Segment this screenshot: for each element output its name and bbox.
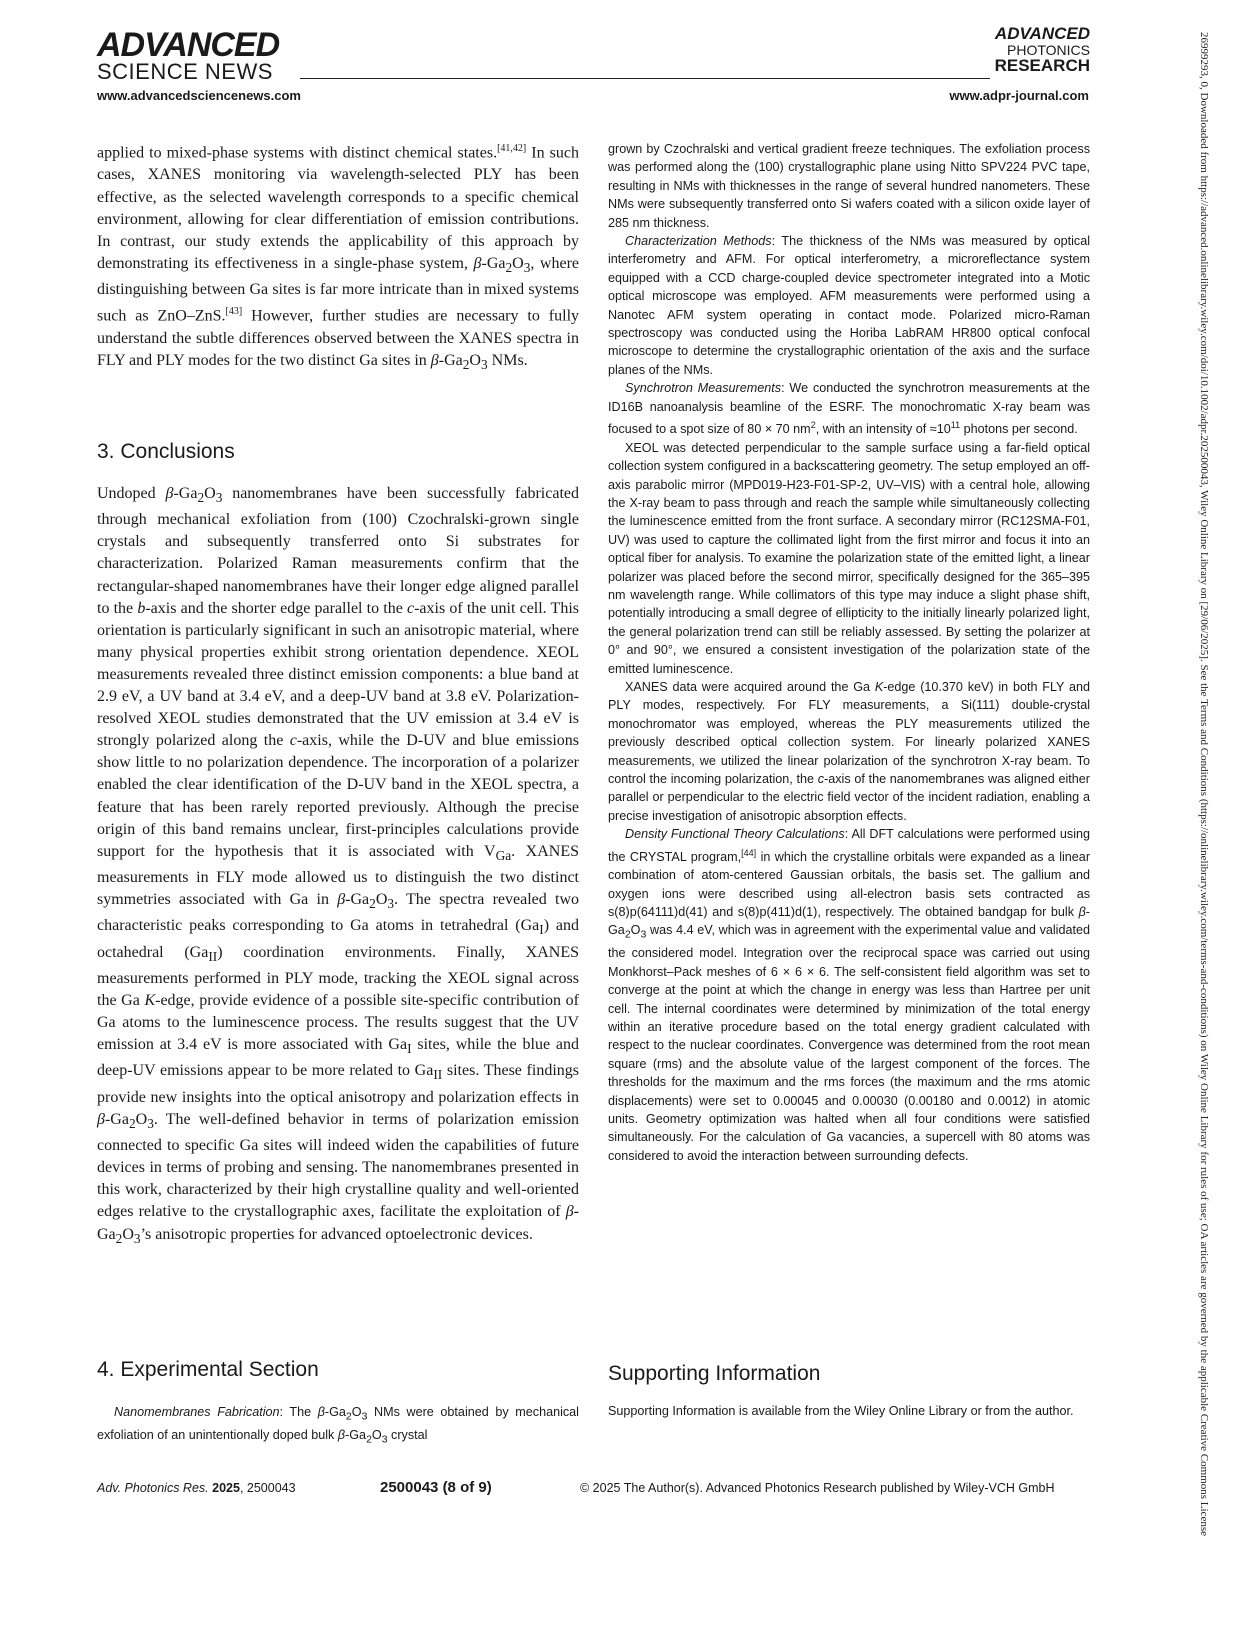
paragraph-discussion-end: applied to mixed-phase systems with distinct chemical states.[41,42] In such cases, XANES monitoring via wavelength-selected PLY has been effective, as the selected wavelength corresponds to a specific chemical environment, allowing for clear differentiation of emission contributions. In contrast, our study extends the applicability of this approach by demonstrating its effectiveness in a single-phase system, $\beta-Ga_2O_3$, where distinguishing between Ga sites is far more intricate than in mixed systems such as ZnO–ZnS.[43] However, further studies are necessary to fully understand the subtle differences observed between the XANES spectra in FLY and PLY modes for the two distinct Ga sites in $\beta-Ga_2O_3$ NMs. <box>97 143 580 372</box>
footer-year: 2025 <box>212 1481 240 1495</box>
footer-article: , 2500043 <box>239 1481 296 1495</box>
paragraph-dft: Density Functional Theory Calculations: All DFT calculations were performed using the CRYSTAL program,[44] in which the crystalline orbitals were expanded as a linear combination of atom-centered Gaussian orbitals, the basis set. The gallium and oxygen ions were described using all-electron basis sets contracted as s(8)p(64111)d(41) and s(8)p(411)d(1), respectively. The obtained bandgap for bulk $\beta-Ga_2O_3$ was 4.4 eV, which was in agreement with the experimental value and validated the considered model. Integration over the reciprocal space was carried out using Monkhorst–Pack meshes of 6 × 6 × 6. The self-consistent field algorithm was set to converge at the point at which the change in energy was less than Hartree per unit cell. The internal coordinates were determined by minimization of the total energy within an iterative procedure based on the total energy gradient calculated with respect to the nuclear coordinates. Convergence was determined from the root mean square (rms) and the absolute value of the largest component of the forces. The thresholds for the maximum and the rms forces (the maximum and the rms atomic displacements) were set to 0.00045 and 0.00030 (0.00180 and 0.0012) in atomic units. Geometry optimization was halted when all four conditions were satisfied simultaneously. For the calculation of Ga vacancies, a supercell with 80 atoms was considered to avoid the interaction between surrounding defects. <box>608 827 1091 1163</box>
footer-page-number: 2500043 (8 of 9) <box>380 1479 492 1496</box>
heading-conclusions: 3. Conclusions <box>97 440 235 463</box>
heading-supporting: Supporting Information <box>608 1362 821 1385</box>
footer-journal: Adv. Photonics Res. <box>97 1481 209 1495</box>
label-characterization: Characterization Methods <box>625 234 772 249</box>
left-column-intro <box>97 138 579 376</box>
label-dft: Density Functional Theory Calculations <box>625 827 845 842</box>
paragraph-synchrotron: Synchrotron Measurements: We conducted the synchrotron measurements at the ID16B nanoanalysis beamline of the ESRF. The monochromatic X-ray beam was focused to a spot size of 80 × 70 $nm^2$, with an intensity of $\approx 10^{11}$ photons per second. <box>608 381 1090 437</box>
paragraph-characterization <box>608 232 1090 379</box>
journal-logo-line1: ADVANCED <box>994 24 1090 43</box>
heading-experimental: 4. Experimental Section <box>97 1358 319 1381</box>
paragraph-exfoliation: grown by Czochralski and vertical gradient freeze techniques. The exfoliation process was performed along the (100) crystallographic plane using Nitto SPV224 PVC tape, resulting in NMs with thicknesses in the range of several hundred nanometers. These NMs were subsequently transferred onto Si wafers coated with a silicon oxide layer of 285 nm thickness. <box>608 142 1090 230</box>
label-nm-fabrication: Nanomembranes Fabrication <box>114 1405 280 1419</box>
paragraph-xanes: XANES data were acquired around the Ga K-edge (10.370 keV) in both FLY and PLY modes, respectively. For FLY measurements, a Si(111) double-crystal monochromator was employed, whereas the PLY measurements utilized the previously described optical collection system. For linearly polarized XANES measurements, we utilized the linear polarization of the synchrotron X-ray beam. To control the incoming polarization, the c-axis of the nanomembranes was aligned either parallel or perpendicular to the electric field vector of the incident radiation, enabling a precise investigation of anisotropic absorption effects. <box>608 679 1090 823</box>
journal-url[interactable]: www.adpr-journal.com <box>949 88 1089 103</box>
right-column <box>608 140 1090 1165</box>
publisher-url[interactable]: www.advancedsciencenews.com <box>97 88 301 103</box>
paragraph-supporting: Supporting Information is available from the Wiley Online Library or from the author. <box>608 1404 1074 1418</box>
text-characterization: : The thickness of the NMs was measured by optical interferometry and AFM. For optical interferometry, a microreflectance system equipped with a CCD charge-coupled device spectrometer integrated into a Motic optical microscope was employed. AFM measurements were performed using a Nanotec AFM system operating in contact mode. Polarized micro-Raman spectroscopy was conducted using the Horiba LabRAM HR800 optical confocal microscope to determine the crystallographic orientation of the axis and the surface planes of the NMs. <box>608 234 1090 377</box>
journal-logo <box>990 26 1090 74</box>
header-rule <box>300 78 990 79</box>
paragraph-xeol: XEOL was detected perpendicular to the sample surface using a far-field optical collection system configured in a backscattering geometry. The setup employed an off-axis parabolic mirror (MPD019-H23-F01-SP-2, UV–VIS) with a central hole, allowing the X-ray beam to pass through and reach the sample while simultaneously collecting the luminescence emitted from the front surface. A secondary mirror (RC12SMA-F01, UV) was used to capture the collimated light from the first mirror and focus it into an optical fiber for analysis. To examine the polarization state of the emitted light, a linear polarizer was placed before the second mirror, specifically designed for the 365–395 nm wavelength range. While collimators of this type may induce a slight phase shift, potentially introducing a small degree of ellipticity to the initially linearly polarized light, the general polarization trend can still be reliably assessed. By setting the polarizer at 0° and 90°, we ensured a consistent investigation of the polarization state of the emitted luminescence. <box>608 440 1090 676</box>
publisher-logo-line2: SCIENCE NEWS <box>97 59 273 84</box>
journal-logo-line2: PHOTONICS <box>1007 42 1090 58</box>
left-column-experimental <box>97 1403 579 1449</box>
left-column-conclusions <box>97 483 579 1250</box>
label-synchrotron: Synchrotron Measurements <box>625 381 782 396</box>
download-side-note: 26999293, 0, Downloaded from https://advanced.onlinelibrary.wiley.com/doi/10.1002/adpr.202500043, Wiley Online Library on [29/06/2025]. See the Terms and Conditions (https://onlinelibrary.wiley.com/terms-and-conditions) on Wiley Online Library for rules of use; OA articles are governed by the applicable Creative Commons License <box>1198 32 1210 1536</box>
paragraph-nm-fabrication: Nanomembranes Fabrication: The $\beta-Ga_2O_3$ NMs were obtained by mechanical exfoliation of an unintentionally doped bulk $\beta-Ga_2O_3$ crystal <box>97 1405 579 1446</box>
paragraph-conclusions: Undoped $\beta-Ga_2O_3$ nanomembranes have been successfully fabricated through mechanical exfoliation from (100) Czochralski-grown single crystals and subsequently transferred onto Si substrates for characterization. Polarized Raman measurements confirm that the rectangular-shaped nanomembranes have their longer edge aligned parallel to the b-axis and the shorter edge parallel to the c-axis of the unit cell. This orientation is particularly significant in such an anisotropic material, where many physical properties exhibit strong orientation dependence. XEOL measurements revealed three distinct emission components: a blue band at 2.9 eV, a UV band at 3.4 eV, and a deep-UV band at 3.8 eV. Polarization-resolved XEOL studies demonstrated that the UV emission at 3.4 eV is strongly polarized along the c-axis, while the D-UV and blue emissions show little to no polarization dependence. The incorporation of a polarizer enabled the clear identification of the D-UV band in the XEOL spectra, a feature that has been rarely reported previously. Although the precise origin of this band remains unclear, first-principles calculations provide support for the hypothesis that it is associated with $V_{Ga}$. XANES measurements in FLY mode allowed us to distinguish the two distinct symmetries associated with Ga in $\beta-Ga_2O_3$. The spectra revealed two characteristic peaks corresponding to Ga atoms in tetrahedral $(Ga_I)$ and octahedral $(Ga_{II})$ coordination environments. Finally, XANES measurements performed in PLY mode, tracking the XEOL signal across the Ga K-edge, provide evidence of a possible site-specific contribution of Ga atoms to the luminescence process. The results suggest that the UV emission at 3.4 eV is more associated with $Ga_I$ sites, while the blue and deep-UV emissions appear to be more related to $Ga_{II}$ sites. These findings provide new insights into the optical anisotropy and polarization effects in $\beta-Ga_2O_3$. The well-defined behavior in terms of polarization emission connected to specific Ga sites will indeed widen the capabilities of future devices in terms of probing and sensing. The nanomembranes presented in this work, characterized by their high crystalline quality and well-oriented edges relative to the crystallographic axes, facilitate the exploitation of $\beta-Ga_2O_3’s$ anisotropic properties for advanced optoelectronic devices. <box>97 485 580 1246</box>
publisher-logo-line1: ADVANCED <box>97 26 280 64</box>
journal-logo-line3: RESEARCH <box>994 56 1090 75</box>
footer-citation <box>97 1481 296 1495</box>
footer-copyright: © 2025 The Author(s). Advanced Photonics Research published by Wiley-VCH GmbH <box>580 1481 1055 1495</box>
